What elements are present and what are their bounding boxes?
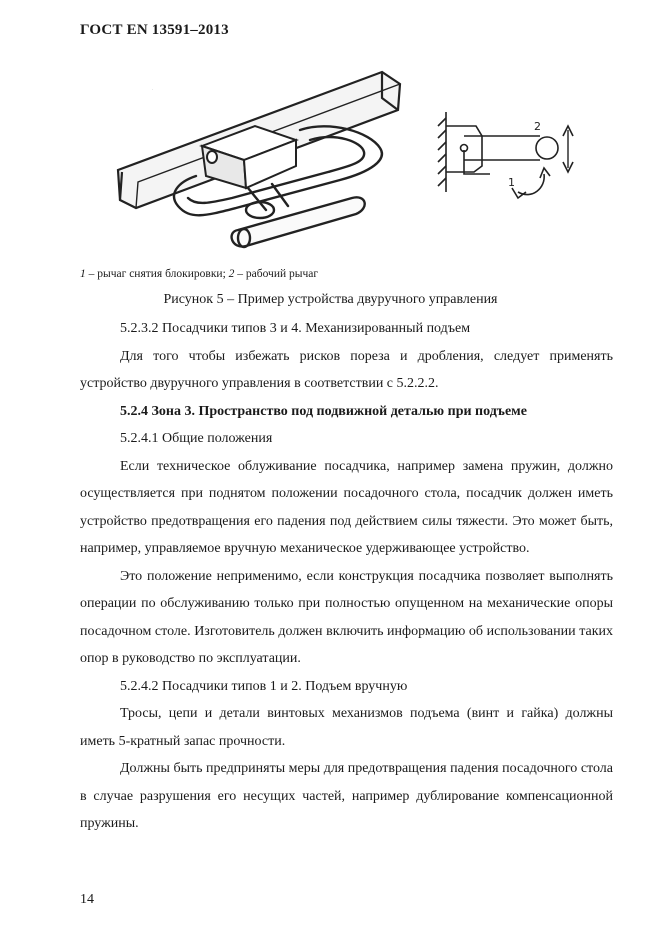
- section-heading-5-2-4: 5.2.4 Зона 3. Пространство под подвижной деталью при подъеме: [120, 403, 527, 419]
- figure-legend: [80, 268, 318, 280]
- paragraph-measures: Должны быть предприняты меры для предотвращения падения посадочного стола в случае разрушения его несущих частей, например дублирование компенсационной пружины.: [80, 761, 613, 831]
- scan-dot: .: [152, 86, 153, 91]
- legend-text-1: – рычаг снятия блокировки;: [85, 268, 229, 280]
- paragraph-cables: Тросы, цепи и детали винтовых механизмов подъема (винт и гайка) должны иметь 5-кратный запас прочности.: [80, 706, 613, 749]
- callout-2: 2: [534, 120, 541, 133]
- paragraph-two-hand-control: Для того чтобы избежать рисков пореза и дробления, следует применять устройство двуручного управления в соответствии с 5.2.2.2.: [80, 348, 613, 391]
- paragraph-maintenance: Если техническое облуживание посадчика, например замена пружин, должно осуществляется при поднятом положении посадочного стола, посадчик должен иметь устройство предотвращения его падения под действием силы тяжести. Это может быть, например, управляемое вручную механическое удерживающее устройство.: [80, 458, 613, 556]
- callout-1: 1: [508, 176, 515, 189]
- page-number: 14: [80, 892, 94, 907]
- section-5-2-3-2: 5.2.3.2 Посадчики типов 3 и 4. Механизированный подъем: [120, 321, 471, 336]
- paragraph-exception: Это положение неприменимо, если конструкция посадчика позволяет выполнять операции по обслуживанию только при полностью опущенном на механические опоры посадочном столе. Изготовитель должен включить информацию об использовании таких опор в руководство по эксплуатации.: [80, 568, 613, 666]
- document-header: ГОСТ EN 13591–2013: [80, 22, 229, 38]
- legend-num-1: 1: [80, 268, 86, 280]
- body-text: [80, 315, 613, 838]
- figure-5-two-hand-control-drawing: [0, 60, 661, 270]
- legend-num-2: 2: [228, 268, 235, 280]
- lever-schematic: [438, 112, 573, 198]
- figure-caption: Рисунок 5 – Пример устройства двуручного управления: [163, 292, 498, 307]
- legend-text-2: – рабочий рычаг: [234, 268, 319, 280]
- section-5-2-4-2: 5.2.4.2 Посадчики типов 1 и 2. Подъем вручную: [120, 678, 408, 694]
- section-5-2-4-1: 5.2.4.1 Общие положения: [120, 431, 273, 446]
